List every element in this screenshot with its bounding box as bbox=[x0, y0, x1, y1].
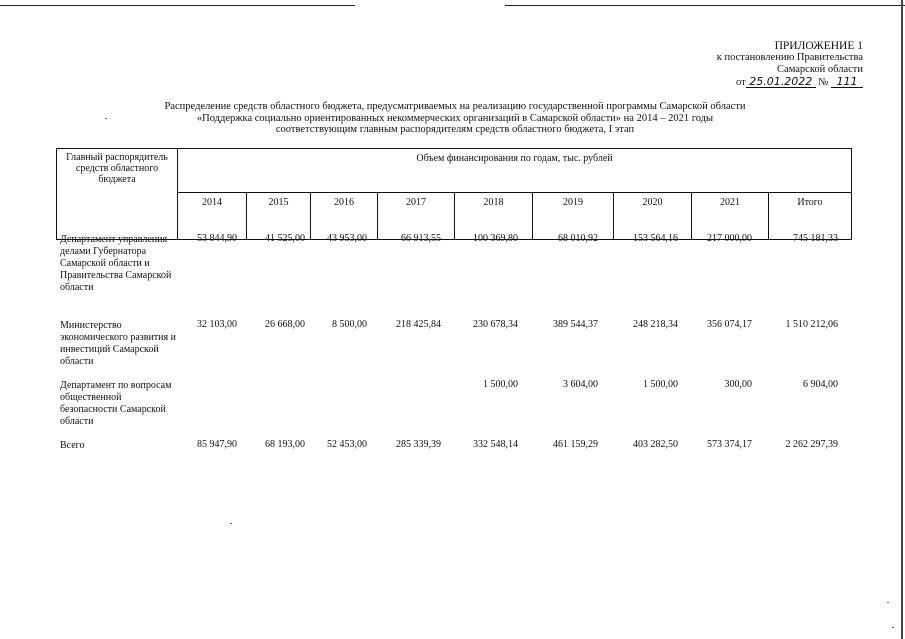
row-total-value: 2 262 297,39 bbox=[785, 439, 838, 450]
row-distributor-name: Департамент по вопросам общественной безопасности Самарской области bbox=[60, 380, 172, 427]
row-year-value: 461 159,29 bbox=[553, 439, 598, 450]
row-year-value: 285 339,39 bbox=[396, 439, 441, 450]
row-year-value: 403 282,50 bbox=[633, 439, 678, 450]
row-year-value: 153 564,16 bbox=[633, 233, 678, 244]
scan-speck bbox=[230, 523, 232, 524]
row-year-value: 43 953,00 bbox=[327, 233, 367, 244]
heading-line-3: соответствующим главным распорядителям средств областного бюджета, I этап bbox=[275, 124, 635, 135]
row-year-value: 8 500,00 bbox=[332, 319, 367, 330]
header-year: 2017 bbox=[378, 193, 455, 240]
row-year-value: 41 525,00 bbox=[265, 233, 305, 244]
row-year-value: 300,00 bbox=[724, 379, 752, 390]
document-heading bbox=[110, 101, 800, 136]
row-year-value: 26 668,00 bbox=[265, 319, 305, 330]
scan-speck bbox=[892, 627, 894, 628]
row-year-value: 3 604,00 bbox=[563, 379, 598, 390]
number-prefix: № bbox=[818, 77, 829, 88]
scan-border-top-right bbox=[505, 5, 905, 6]
row-total-value: 1 510 212,06 bbox=[785, 319, 838, 330]
total-row-label: Всего bbox=[60, 440, 85, 451]
row-year-value: 68 010,92 bbox=[558, 233, 598, 244]
row-year-value: 332 548,14 bbox=[473, 439, 518, 450]
row-year-value: 53 844,90 bbox=[197, 233, 237, 244]
row-year-value: 248 218,34 bbox=[633, 319, 678, 330]
header-year: 2019 bbox=[533, 193, 614, 240]
row-total-value: 6 904,00 bbox=[803, 379, 838, 390]
row-total-value: 745 181,33 bbox=[793, 233, 838, 244]
header-year: 2018 bbox=[455, 193, 533, 240]
row-year-value: 52 453,00 bbox=[327, 439, 367, 450]
heading-line-1: Распределение средств областного бюджета, предусматриваемых на реализацию государственной программы Самарской области bbox=[164, 101, 746, 112]
header-year: 2020 bbox=[614, 193, 692, 240]
row-year-value: 1 500,00 bbox=[643, 379, 678, 390]
row-year-value: 218 425,84 bbox=[396, 319, 441, 330]
heading-line-2: «Поддержка социально ориентированных некоммерческих организаций в Самарской области» на 2014 – 2021 годы bbox=[196, 112, 714, 124]
scan-speck bbox=[105, 118, 107, 119]
scan-border-right bbox=[901, 0, 903, 639]
header-main-distributor: Главный распорядитель средств областного бюджета bbox=[57, 149, 178, 240]
appendix-title: ПРИЛОЖЕНИЕ 1 bbox=[774, 40, 863, 52]
header-funding-by-year: Объем финансирования по годам, тыс. рублей bbox=[178, 149, 852, 193]
appendix-line-1: к постановлению Правительства bbox=[716, 52, 863, 63]
handwritten-number: 111 bbox=[831, 76, 863, 88]
row-distributor-name: Департамент управления делами Губернатора Самарской области и Правительства Самарской области bbox=[60, 234, 172, 293]
row-year-value: 217 000,00 bbox=[707, 233, 752, 244]
row-year-value: 66 913,55 bbox=[401, 233, 441, 244]
scan-border-top-left bbox=[0, 5, 355, 6]
header-year: 2021 bbox=[692, 193, 769, 240]
appendix-block bbox=[663, 40, 863, 89]
handwritten-date: 25.01.2022 bbox=[746, 76, 816, 88]
header-year: 2014 bbox=[178, 193, 247, 240]
funding-table-header bbox=[56, 148, 852, 240]
row-year-value: 573 374,17 bbox=[707, 439, 752, 450]
row-year-value: 85 947,90 bbox=[197, 439, 237, 450]
row-year-value: 1 500,00 bbox=[483, 379, 518, 390]
header-year: 2016 bbox=[311, 193, 378, 240]
date-prefix: от bbox=[736, 77, 746, 88]
header-total: Итого bbox=[769, 193, 852, 240]
appendix-date-line bbox=[663, 76, 863, 89]
header-year: 2015 bbox=[247, 193, 311, 240]
row-year-value: 32 103,00 bbox=[197, 319, 237, 330]
row-year-value: 356 074,17 bbox=[707, 319, 752, 330]
row-year-value: 100 369,80 bbox=[473, 233, 518, 244]
row-year-value: 230 678,34 bbox=[473, 319, 518, 330]
appendix-line-2: Самарской области bbox=[777, 64, 863, 75]
row-year-value: 68 193,00 bbox=[265, 439, 305, 450]
row-distributor-name: Министерство экономического развития и инвестиций Самарской области bbox=[60, 320, 176, 367]
row-year-value: 389 544,37 bbox=[553, 319, 598, 330]
scan-speck bbox=[887, 602, 889, 603]
